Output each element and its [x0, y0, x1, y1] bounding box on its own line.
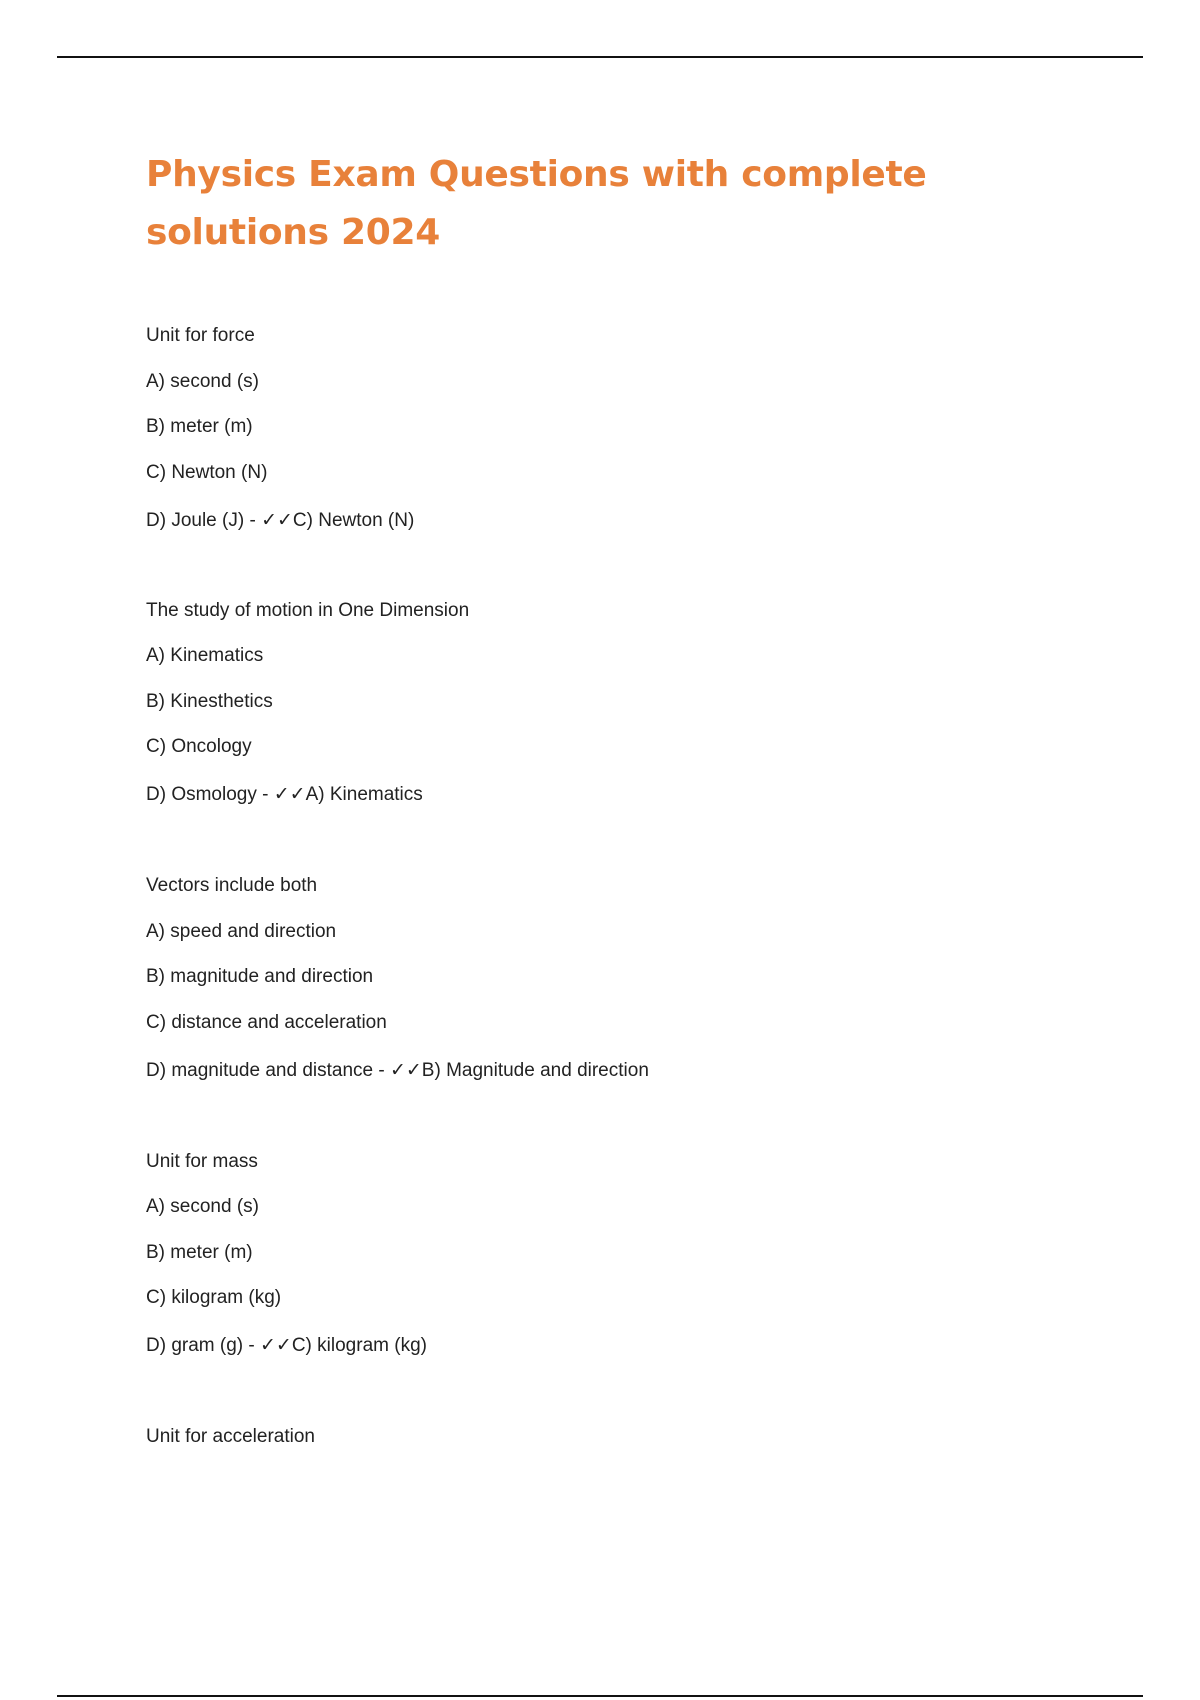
answer-option: A) second (s)	[146, 371, 259, 392]
answer-option-with-solution: D) Joule (J) - ✓✓C) Newton (N)	[146, 510, 415, 531]
question-prompt: Unit for mass	[146, 1151, 258, 1172]
answer-option: B) meter (m)	[146, 416, 253, 437]
answer-option: C) Newton (N)	[146, 462, 268, 483]
question-prompt: The study of motion in One Dimension	[146, 600, 470, 621]
question-prompt: Unit for acceleration	[146, 1426, 315, 1447]
question-prompt: Vectors include both	[146, 875, 318, 896]
answer-option: C) kilogram (kg)	[146, 1287, 282, 1308]
answer-option: C) Oncology	[146, 736, 252, 757]
answer-option: B) magnitude and direction	[146, 966, 374, 987]
header-rule	[57, 56, 1143, 58]
answer-option: B) meter (m)	[146, 1242, 253, 1263]
answer-option-with-solution: D) magnitude and distance - ✓✓B) Magnitude and direction	[146, 1060, 649, 1081]
answer-option: A) speed and direction	[146, 921, 337, 942]
answer-option-with-solution: D) Osmology - ✓✓A) Kinematics	[146, 784, 423, 805]
answer-option-with-solution: D) gram (g) - ✓✓C) kilogram (kg)	[146, 1335, 427, 1356]
document-title: Physics Exam Questions with complete solutions 2024	[146, 154, 927, 253]
answer-option: B) Kinesthetics	[146, 691, 273, 712]
question-prompt: Unit for force	[146, 325, 255, 346]
answer-option: C) distance and acceleration	[146, 1012, 387, 1033]
answer-option: A) Kinematics	[146, 645, 264, 666]
footer-rule	[57, 1695, 1143, 1697]
answer-option: A) second (s)	[146, 1196, 259, 1217]
